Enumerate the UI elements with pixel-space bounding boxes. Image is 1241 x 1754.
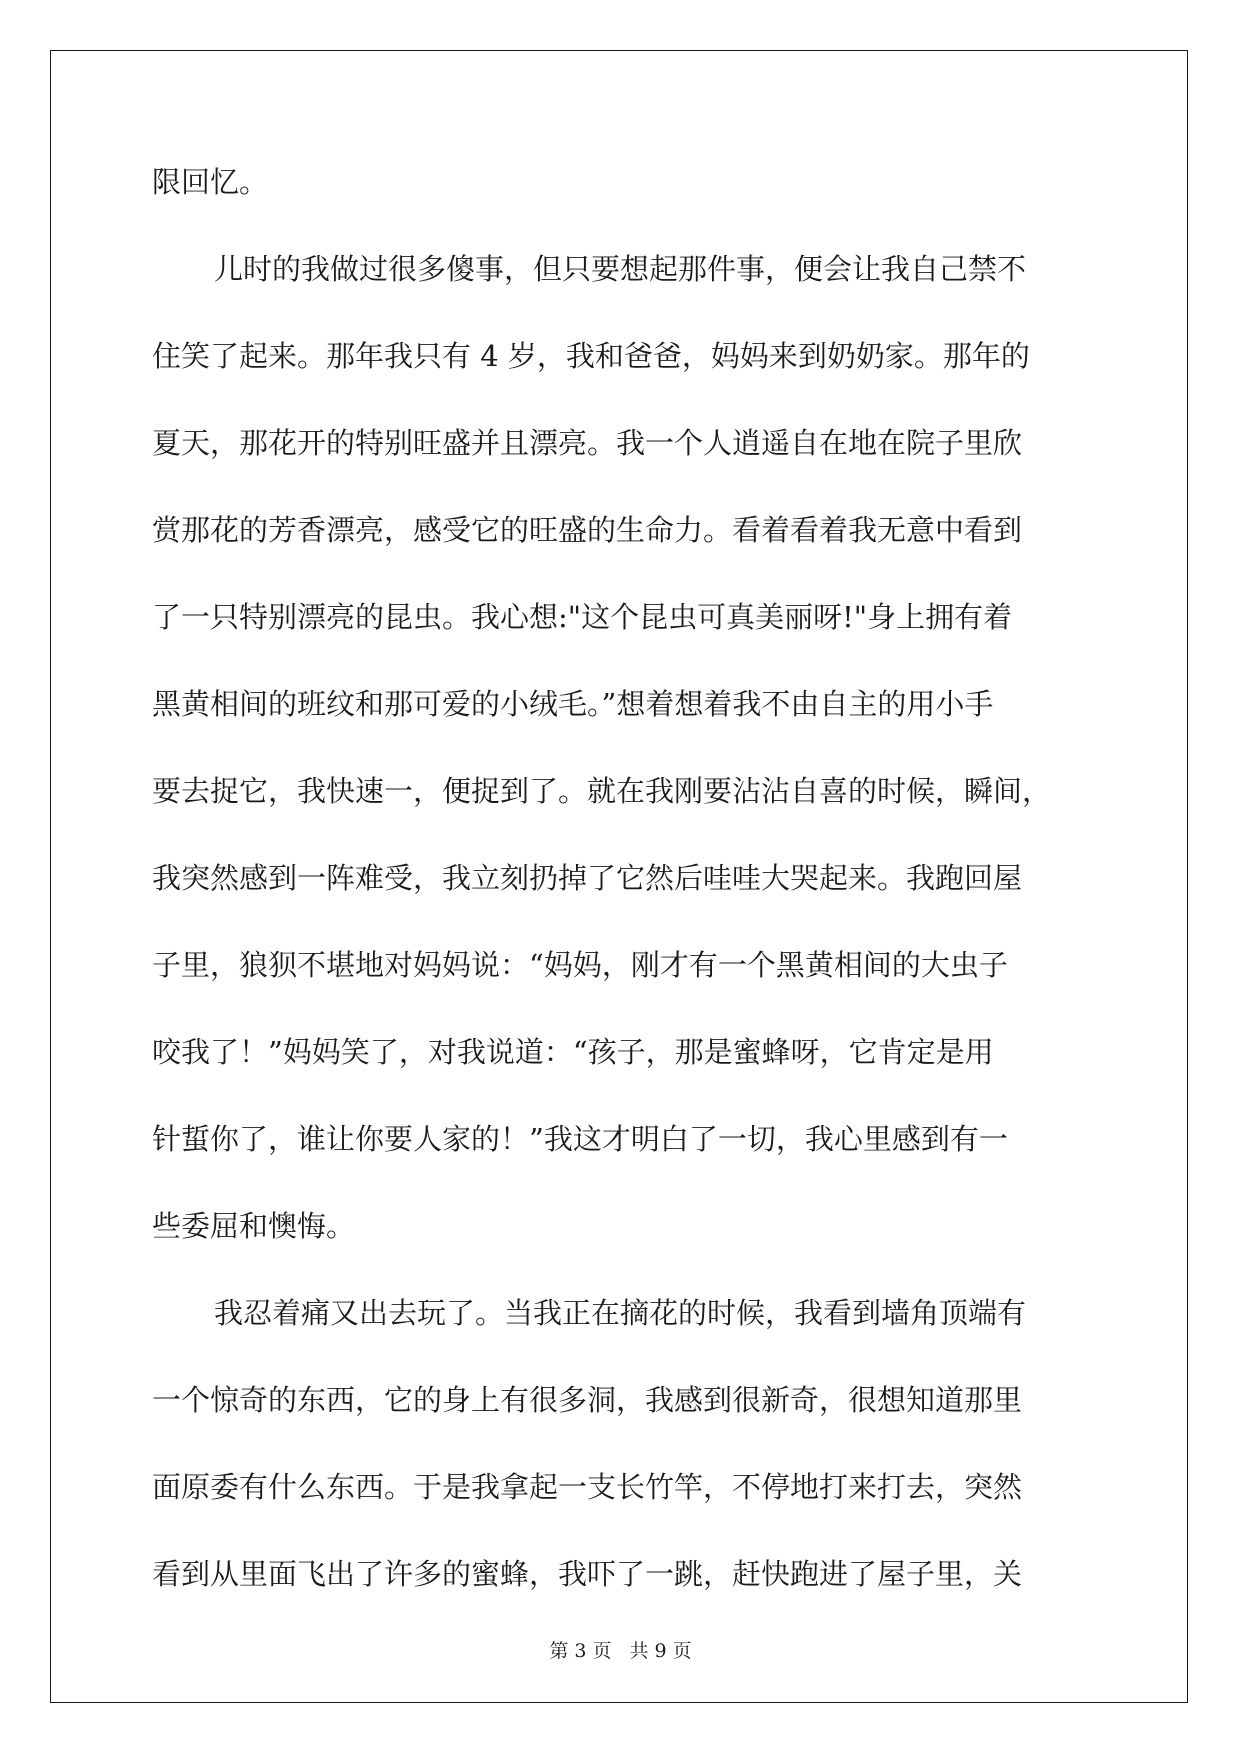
text-line: 咬我了！”妈妈笑了，对我说道：“孩子，那是蜜蜂呀，它肯定是用 <box>152 1035 994 1069</box>
text-line: 限回忆。 <box>152 165 269 199</box>
text-line: 子里，狼狈不堪地对妈妈说：“妈妈，刚才有一个黑黄相间的大虫子 <box>152 948 1008 982</box>
text-line: 黑黄相间的班纹和那可爱的小绒毛。”想着想着我不由自主的用小手 <box>152 687 994 721</box>
total-pages-label: 共 9 页 <box>629 1640 692 1662</box>
current-page-label: 第 3 页 <box>549 1640 612 1662</box>
text-line: 面原委有什么东西。于是我拿起一支长竹竿，不停地打来打去，突然 <box>152 1470 1023 1504</box>
text-line: 了一只特别漂亮的昆虫。我心想:"这个昆虫可真美丽呀!"身上拥有着 <box>152 600 1013 634</box>
page-footer <box>0 1636 1241 1663</box>
text-line: 住笑了起来。那年我只有 4 岁，我和爸爸，妈妈来到奶奶家。那年的 <box>152 339 1030 373</box>
text-line: 夏天，那花开的特别旺盛并且漂亮。我一个人逍遥自在地在院子里欣 <box>152 426 1023 460</box>
text-line: 我突然感到一阵难受，我立刻扔掉了它然后哇哇大哭起来。我跑回屋 <box>152 861 1023 895</box>
text-line: 针蜇你了，谁让你要人家的！”我这才明白了一切，我心里感到有一 <box>152 1122 1008 1156</box>
text-line: 赏那花的芳香漂亮，感受它的旺盛的生命力。看着看着我无意中看到 <box>152 513 1023 547</box>
text-line: 儿时的我做过很多傻事，但只要想起那件事，便会让我自己禁不 <box>214 252 1027 286</box>
text-line: 我忍着痛又出去玩了。当我正在摘花的时候，我看到墙角顶端有 <box>214 1296 1027 1330</box>
document-body <box>152 159 1091 1638</box>
text-line: 要去捉它，我快速一，便捉到了。就在我刚要沾沾自喜的时候，瞬间， <box>152 774 1052 808</box>
text-line: 些委屈和懊悔。 <box>152 1209 356 1243</box>
text-line: 一个惊奇的东西，它的身上有很多洞，我感到很新奇，很想知道那里 <box>152 1383 1023 1417</box>
text-line: 看到从里面飞出了许多的蜜蜂，我吓了一跳，赶快跑进了屋子里，关 <box>152 1557 1023 1591</box>
